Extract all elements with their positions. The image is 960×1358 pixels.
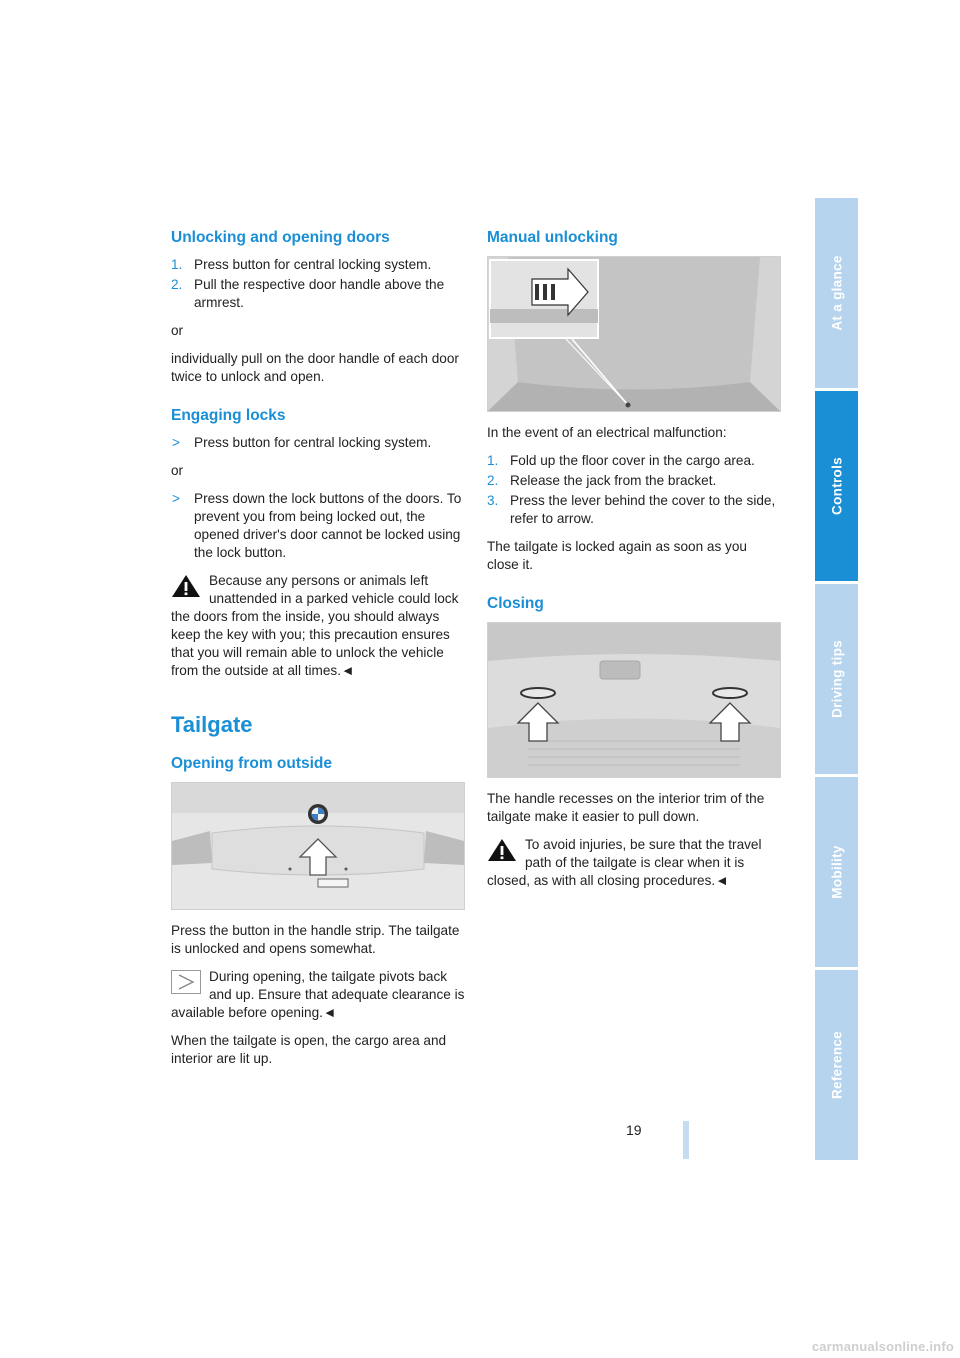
list-item: > Press button for central locking system.: [172, 435, 432, 450]
paragraph: In the event of an electrical malfunction:: [487, 425, 727, 440]
manual-steps: [487, 452, 781, 528]
right-column: [487, 228, 781, 900]
info-note: During opening, the tailgate pivots back and up. Ensure that adequate clearance is available before opening.◄: [171, 969, 465, 1020]
left-column: [171, 228, 465, 1078]
tab-at-a-glance[interactable]: At a glance: [815, 198, 858, 388]
list-item: 3. Press the lever behind the cover to the side, refer to arrow.: [487, 493, 776, 526]
warning-note: To avoid injuries, be sure that the travel path of the tailgate is clear when it is closed, as with all closing procedures.◄: [487, 837, 762, 888]
list-item: 1. Fold up the floor cover in the cargo area.: [487, 453, 755, 468]
paragraph: When the tailgate is open, the cargo area and interior are lit up.: [171, 1033, 447, 1066]
tab-mobility[interactable]: Mobility: [815, 777, 858, 967]
heading-opening-outside: Opening from outside: [171, 755, 333, 772]
tab-driving-tips[interactable]: Driving tips: [815, 584, 858, 774]
or-text: or: [171, 463, 184, 478]
closing-image: [487, 622, 781, 778]
heading-engaging: Engaging locks: [171, 407, 286, 424]
or-text: or: [171, 323, 184, 338]
paragraph: The tailgate is locked again as soon as you close it.: [487, 539, 747, 572]
watermark: carmanualsonline.info: [811, 1339, 954, 1354]
tab-controls[interactable]: Controls: [815, 391, 858, 581]
list-item: 1. Press button for central locking system.: [171, 257, 432, 272]
page-number: 19: [626, 1122, 642, 1138]
heading-tailgate: Tailgate: [171, 712, 253, 737]
list-item: 2. Pull the respective door handle above the armrest.: [171, 277, 445, 310]
warning-note: Because any persons or animals left unattended in a parked vehicle could lock the doors from the inside, you should always keep the key with you; this precaution ensures that you will remain able to unlock the vehicle from the outside at all times.◄: [171, 573, 459, 678]
warning-icon: [487, 838, 517, 862]
note-icon: [171, 970, 201, 994]
paragraph: The handle recesses on the interior trim of the tailgate make it easier to pull down.: [487, 791, 765, 824]
paragraph: individually pull on the door handle of each door twice to unlock and open.: [171, 351, 459, 384]
manual-unlocking-image: [487, 256, 781, 412]
tab-reference[interactable]: Reference: [815, 970, 858, 1160]
tailgate-outside-image: [171, 782, 465, 910]
list-item: > Press down the lock buttons of the doors. To prevent you from being locked out, the opened driver's door cannot be locked using the lock button.: [172, 491, 462, 560]
heading-closing: Closing: [487, 595, 544, 612]
section-tabs: [815, 198, 858, 1160]
footer-text: Online Edition for Part-No. 01 41 0 158 448 - © 09/04 BMW AG: [318, 1138, 682, 1153]
engaging-list-2: [171, 490, 465, 562]
engaging-list-1: [171, 434, 465, 452]
list-item: 2. Release the jack from the bracket.: [487, 473, 717, 488]
unlocking-steps: [171, 256, 465, 312]
heading-manual-unlocking: Manual unlocking: [487, 229, 618, 246]
paragraph: Press the button in the handle strip. The tailgate is unlocked and opens somewhat.: [171, 923, 460, 956]
heading-unlocking: Unlocking and opening doors: [171, 229, 390, 246]
warning-icon: [171, 574, 201, 598]
